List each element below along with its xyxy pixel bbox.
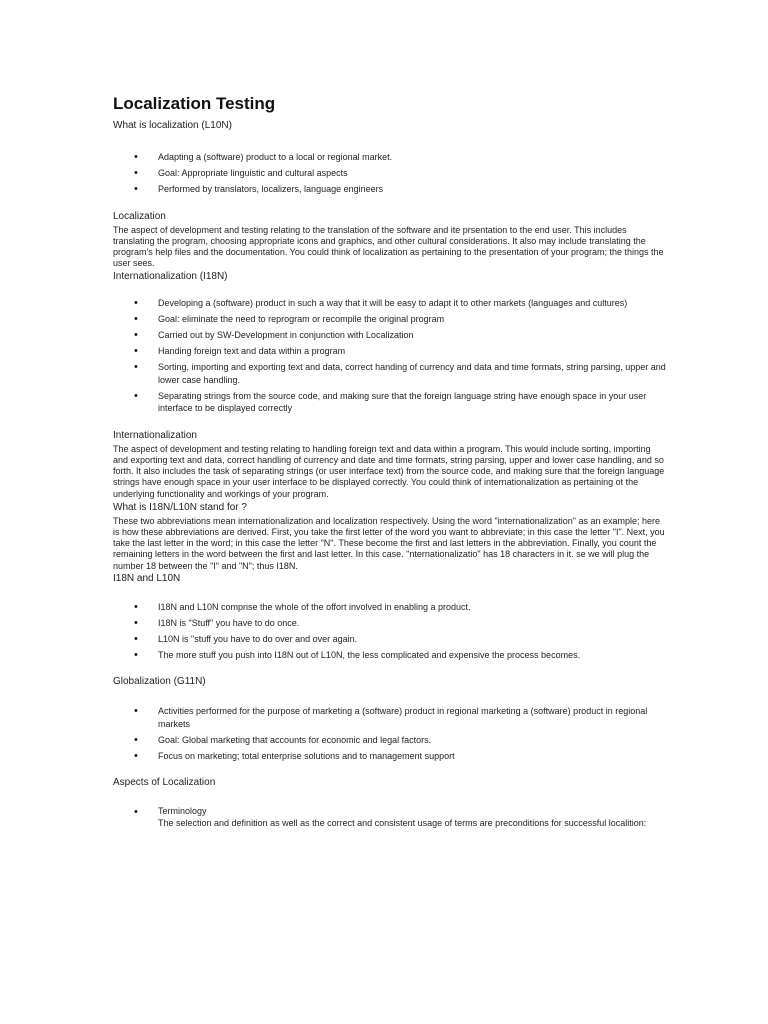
bullet-icon: • [134,733,138,746]
list-item: • Separating strings from the source code, and making sure that the foreign language string have enough space in your user interface to be displayed correctly [134,389,647,414]
bullet-icon: • [134,705,138,718]
list-item: • I18N is "Stuff" you have to do once. [134,616,300,629]
list-item: • Goal: eliminate the need to reprogram or recompile the original program [134,313,445,326]
document-title: Localization Testing [113,94,276,113]
terminology-description: The selection and definition as well as the correct and consistent usage of terms are preconditions for successful localition: [158,817,647,828]
section-heading-localization: Localization [113,210,166,222]
bullet-list-localization-definition [113,151,668,196]
section-heading-globalization: Globalization (G11N) [113,676,206,688]
paragraph-internationalization: The aspect of development and testing relating to handling foreign text and data within a program. This would include sorting, importing and exporting text and data, correct handling of currency and date and time formats, string parsing, upper and lower case handling, and so forth. It also includes the task of separating strings (or user interface text) from the source code, and making sure that the foreign language strings have enough space in your user interface to be displayed correctly. You could think of internationalization as pertaining ot the underlying functionality and workings of your program. [113,443,665,499]
list-item: • Carried out by SW-Development in conjunction with Localization [134,329,414,342]
bullet-list-internationalization [113,297,668,415]
section-heading-what-is-localization: What is localization (L10N) [113,120,232,131]
bullet-icon: • [134,389,138,402]
paragraph-localization: The aspect of development and testing relating to the translation of the software and ite prsentation to the end user. This includes translating the program, choosing appropriate icons and graphics, and other cultural considerations. It also may include translating the program's help files and the documentation. You could think of localization as pertaining to the presentation of your program; the things the user sees. [113,224,664,269]
bullet-icon: • [134,749,138,762]
bullet-list-aspects [113,806,668,829]
bullet-list-i18n-l10n [113,601,668,662]
section-heading-aspects-of-localization: Aspects of Localization [113,777,216,789]
bullet-icon: • [134,806,138,819]
list-item: • The more stuff you push into I18N out of L10N, the less complicated and expensive the process becomes. [134,648,581,661]
section-heading-internationalization-i18n: Internationalization (I18N) [113,271,228,283]
section-heading-internationalization: Internationalization [113,429,197,441]
list-item: • L10N is "stuff you have to do over and over again. [134,632,358,645]
list-item: • Goal: Appropriate linguistic and cultural aspects [134,167,348,179]
bullet-icon: • [134,297,138,310]
bullet-icon: • [134,183,138,195]
list-item: • Sorting, importing and exporting text and data, correct handing of currency and data and time formats, string parsing, upper and lower case handling. [134,361,666,385]
bullet-icon: • [134,151,138,163]
list-item: • Adapting a (software) product to a local or regional market. [134,151,393,163]
bullet-list-globalization [113,705,668,762]
list-item: • Goal: Global marketing that accounts for economic and legal factors. [134,733,432,746]
list-item: • I18N and L10N comprise the whole of the offort involved in enabling a product. [134,600,471,613]
bullet-icon: • [134,329,138,342]
list-item: • Focus on marketing; total enterprise solutions and to management support [134,749,455,762]
bullet-icon: • [134,632,138,645]
terminology-title: Terminology [158,806,207,817]
section-heading-i18n-and-l10n: I18N and L10N [113,572,181,584]
list-item: • Performed by translators, localizers, language engineers [134,183,384,195]
list-item: • Developing a (software) product in such a way that it will be easy to adapt it to other markets (languages and cultures) [134,297,628,310]
bullet-icon: • [134,600,138,613]
list-item: • Handing foreign text and data within a program [134,345,346,358]
section-heading-abbreviations: What is I18N/L10N stand for ? [113,501,247,513]
bullet-icon: • [134,616,138,629]
bullet-icon: • [134,345,138,358]
bullet-icon: • [134,313,138,326]
list-item: • Activities performed for the purpose of marketing a (software) product in regional marketing a (software) product in regional markets [134,705,648,729]
bullet-icon: • [134,167,138,179]
bullet-icon: • [134,648,138,661]
paragraph-abbreviations: These two abbreviations mean internationalization and localization respectively. Using the word "internationalization" as an example; here is how these abbreviations are derived. First, you take the first letter of the word you want to abbreviate; in this case the letter "I". Next, you take the last letter in the word; in this case the letter "N". These become the first and last letters in the abbreviation. Finally, you count the remaining letters in the word between the first and last letter. In this case. "nternationalizatio" has 18 characters in it. se we will plug the number 18 between the "I" and "N"; thus I18N. [113,515,665,571]
list-item [113,806,668,829]
bullet-icon: • [134,361,138,374]
